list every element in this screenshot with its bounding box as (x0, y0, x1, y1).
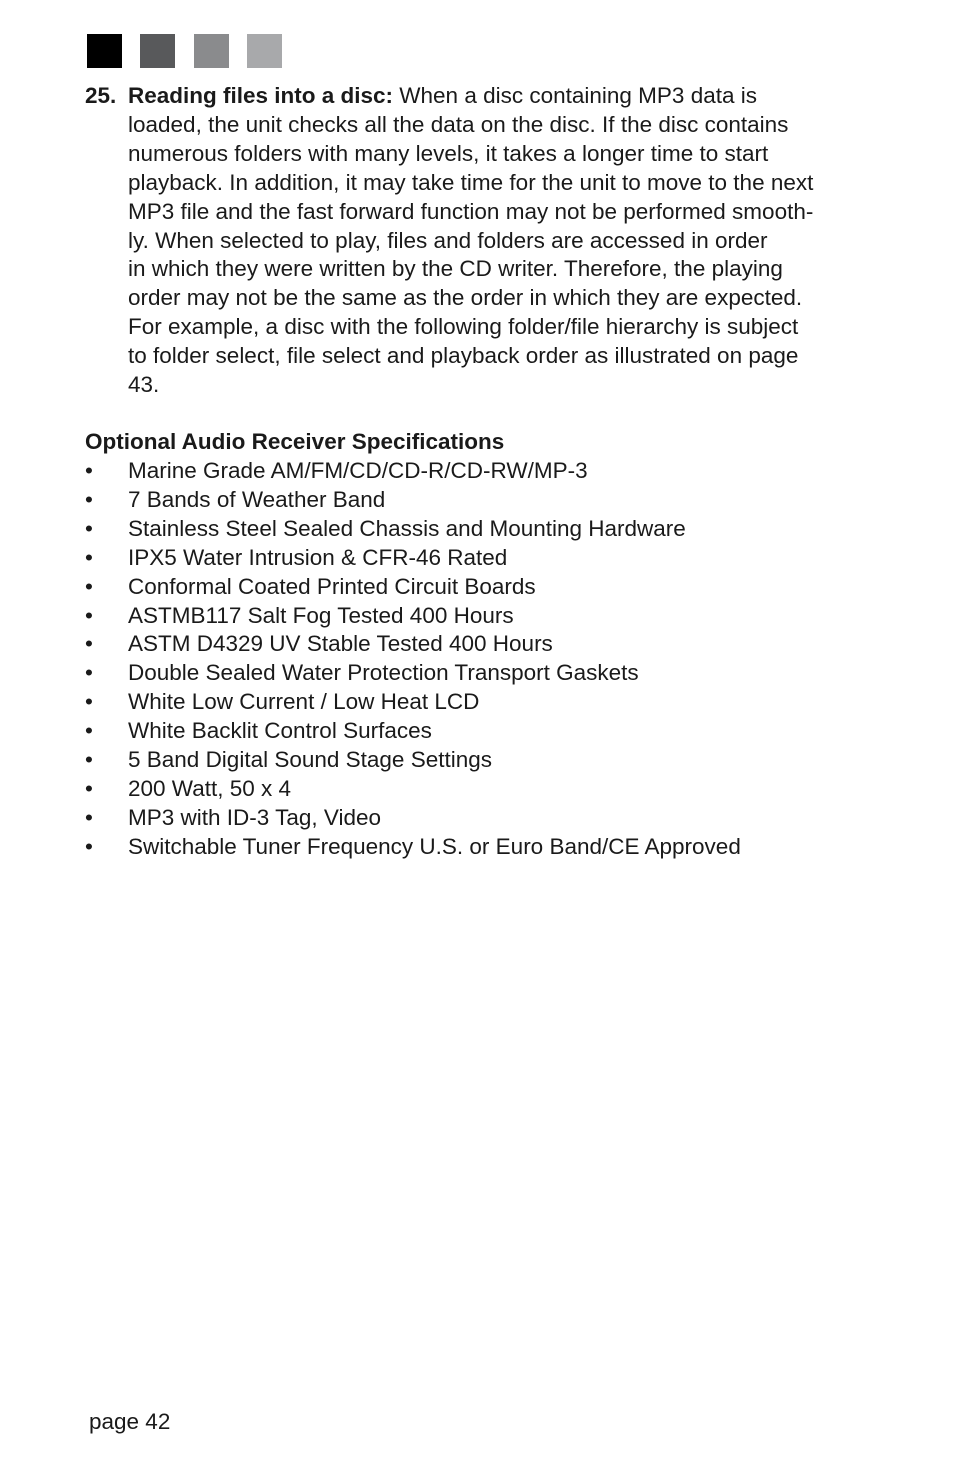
list-item (85, 573, 741, 602)
specs-list (85, 457, 741, 862)
swatch-mid-gray (194, 34, 229, 68)
swatch-black (87, 34, 122, 68)
list-item (85, 717, 741, 746)
bullet: • (85, 573, 93, 599)
swatch-dark-gray (140, 34, 175, 68)
item-line: playback. In addition, it may take time for the unit to move to the next (128, 169, 814, 195)
bullet: • (85, 458, 93, 483)
spec-text: MP3 with ID-3 Tag, Video (128, 804, 382, 830)
bullet: • (85, 515, 93, 541)
spec-text: Double Sealed Water Protection Transport Gaskets (128, 660, 639, 686)
spec-text: 5 Band Digital Sound Stage Settings (128, 747, 492, 773)
item-line: loaded, the unit checks all the data on the disc. If the disc contains (128, 111, 789, 137)
list-item (85, 457, 741, 486)
bullet: • (85, 747, 93, 773)
bullet: • (85, 660, 93, 686)
bullet: • (85, 486, 93, 512)
bullet: • (85, 775, 93, 801)
list-item (85, 544, 741, 573)
item-line-text: When a disc containing MP3 data is (393, 83, 757, 108)
item-lead: Reading files into a disc: (128, 83, 394, 108)
list-item (85, 630, 741, 659)
item-line: 43. (128, 372, 160, 398)
list-item (85, 515, 741, 544)
spec-text: ASTMB117 Salt Fog Tested 400 Hours (128, 602, 514, 628)
spec-text: Marine Grade AM/FM/CD/CD-R/CD-RW/MP-3 (128, 458, 588, 483)
bullet: • (85, 602, 93, 628)
spec-text: 200 Watt, 50 x 4 (128, 775, 292, 801)
spec-text: White Low Current / Low Heat LCD (128, 689, 480, 715)
numbered-item (85, 82, 875, 400)
bullet: • (85, 833, 93, 859)
spec-text: ASTM D4329 UV Stable Tested 400 Hours (128, 631, 553, 657)
item-line: MP3 file and the fast forward function may not be performed smooth- (128, 198, 814, 224)
item-line: order may not be the same as the order in which they are expected. (128, 285, 803, 311)
bullet: • (85, 544, 93, 570)
list-item (85, 775, 741, 804)
bullet: • (85, 689, 93, 715)
spec-text: Conformal Coated Printed Circuit Boards (128, 573, 536, 599)
spec-text: White Backlit Control Surfaces (128, 718, 432, 744)
spec-text: Switchable Tuner Frequency U.S. or Euro Band/CE Approved (128, 833, 741, 859)
item-line: ly. When selected to play, files and folders are accessed in order (128, 227, 768, 253)
list-item (85, 804, 741, 833)
list-item (85, 602, 741, 631)
bullet: • (85, 631, 93, 657)
bullet: • (85, 804, 93, 830)
item-line-1 (128, 82, 875, 111)
page-number: page 42 (89, 1409, 171, 1434)
item-line: For example, a disc with the following folder/file hierarchy is subject (128, 314, 799, 340)
specs-heading: Optional Audio Receiver Specifications (85, 429, 505, 454)
item-number: 25. (85, 83, 117, 108)
item-line: numerous folders with many levels, it takes a longer time to start (128, 140, 769, 166)
spec-text: IPX5 Water Intrusion & CFR-46 Rated (128, 544, 508, 570)
list-item (85, 688, 741, 717)
list-item (85, 833, 741, 862)
list-item (85, 486, 741, 515)
list-item (85, 659, 741, 688)
item-line: to folder select, file select and playback order as illustrated on page (128, 343, 799, 369)
list-item (85, 746, 741, 775)
item-line: in which they were written by the CD writer. Therefore, the playing (128, 256, 783, 282)
swatch-light-gray (247, 34, 282, 68)
bullet: • (85, 718, 93, 744)
spec-text: Stainless Steel Sealed Chassis and Mounting Hardware (128, 515, 686, 541)
spec-text: 7 Bands of Weather Band (128, 486, 386, 512)
